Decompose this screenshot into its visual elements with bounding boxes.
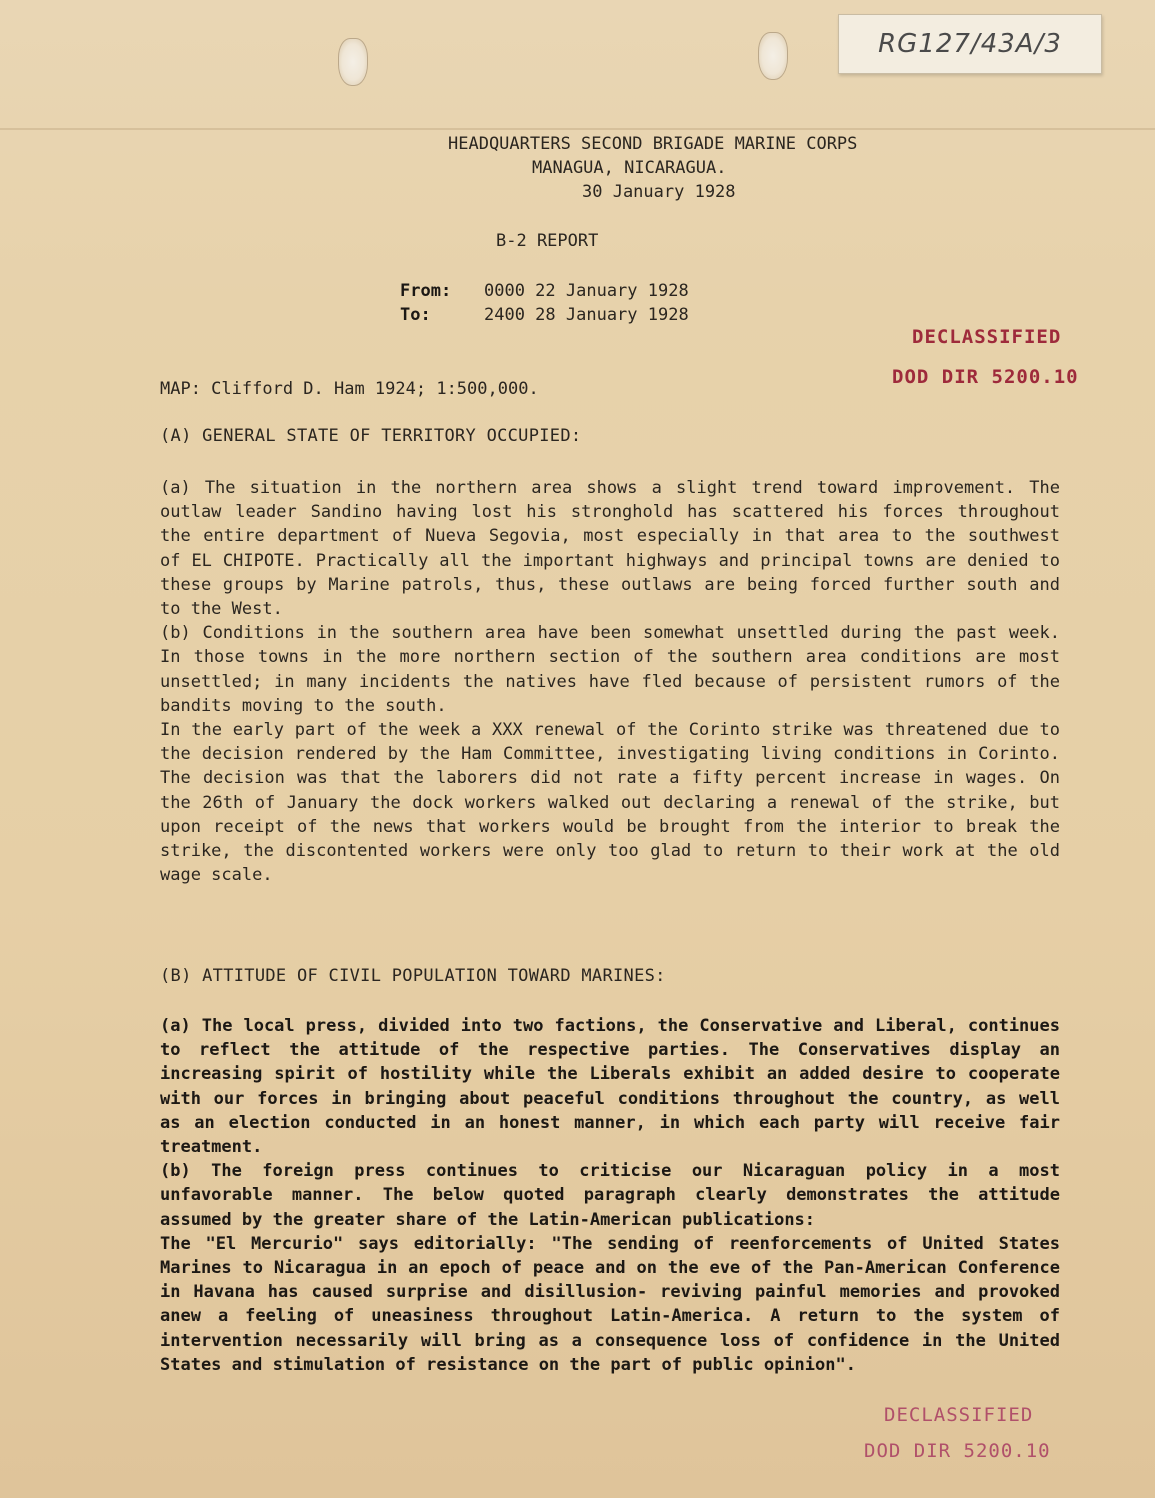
period-to-label: To: [400, 305, 431, 325]
section-b-para-a: (a) The local press, divided into two factions, the Conservative and Liberal, continues to reflect the attitude of the respective parties. The Conservatives display an increasing spirit of hostility while the Liberals exhibit an added desire to cooperate with our forces in bringing about peaceful conditions throughout the country, as well as an election conducted in an honest manner, in which each party will receive fair treatment. [160, 1016, 1060, 1158]
paper-fold [0, 128, 1155, 130]
header-line2: MANAGUA, NICARAGUA. [532, 158, 727, 178]
file-tag-label: RG127/43A/3 [838, 14, 1102, 74]
section-a-para-b: (b) Conditions in the southern area have been somewhat unsettled during the past week. In those towns in the more northern section of the southern area conditions are most unsettled; in many incidents the natives have fled because of persistent rumors of the bandits moving to the south. [160, 623, 1060, 716]
header-line1: HEADQUARTERS SECOND BRIGADE MARINE CORPS [448, 134, 858, 154]
declassified-stamp-bottom: DECLASSIFIED [884, 1404, 1034, 1426]
staple-hole [758, 32, 788, 80]
report-title: B-2 REPORT [496, 231, 599, 251]
header-date: 30 January 1928 [582, 182, 736, 202]
section-b-para-b: (b) The foreign press continues to criticise our Nicaraguan policy in a most unfavorable manner. The below quoted paragraph clearly demonstrates the attitude assumed by the greater share of the Latin-American publications: [160, 1161, 1060, 1230]
section-a-para-a: (a) The situation in the northern area shows a slight trend toward improvement. The outlaw leader Sandino having lost his stronghold has scattered his forces throughout the entire department of Nueva Segovia, most especially in that area to the southwest of EL CHIPOTE. Practically all the important highways and principal towns are denied to these groups by Marine patrols, thus, these outlaws are being forced further south and to the West. [160, 478, 1060, 620]
period-from-value: 0000 22 January 1928 [484, 281, 689, 301]
section-b-heading: (B) ATTITUDE OF CIVIL POPULATION TOWARD MARINES: [160, 966, 666, 986]
section-b-para-b2: The "El Mercurio" says editorially: "The sending of reenforcements of United States Marines to Nicaragua in an epoch of peace and on the eve of the Pan-American Conference in Havana has caused surprise and disillusion- reviving painful memories and provoked anew a feeling of uneasiness throughout Latin-America. A return to the system of intervention necessarily will bring as a consequence loss of confidence in the United States and stimulation of resistance on the part of public opinion". [160, 1233, 1060, 1375]
declassified-directive: DOD DIR 5200.10 [892, 366, 1079, 388]
declassified-directive-bottom: DOD DIR 5200.10 [864, 1440, 1051, 1462]
map-reference: MAP: Clifford D. Ham 1924; 1:500,000. [160, 379, 539, 399]
period-from-label: From: [400, 281, 452, 301]
staple-hole [338, 38, 368, 86]
section-a-heading: (A) GENERAL STATE OF TERRITORY OCCUPIED: [160, 426, 582, 446]
section-a-body [160, 476, 1060, 887]
declassified-stamp: DECLASSIFIED [912, 326, 1062, 348]
section-a-para-b2: In the early part of the week a XXX renewal of the Corinto strike was threatened due to the decision rendered by the Ham Committee, investigating living conditions in Corinto. The decision was that the laborers did not rate a fifty percent increase in wages. On the 26th of January the dock workers walked out declaring a renewal of the strike, but upon receipt of the news that workers would be brought from the interior to break the strike, the discontented workers were only too glad to return to their work at the old wage scale. [160, 720, 1060, 886]
period-to-value: 2400 28 January 1928 [484, 305, 689, 325]
section-b-body [160, 1014, 1060, 1377]
